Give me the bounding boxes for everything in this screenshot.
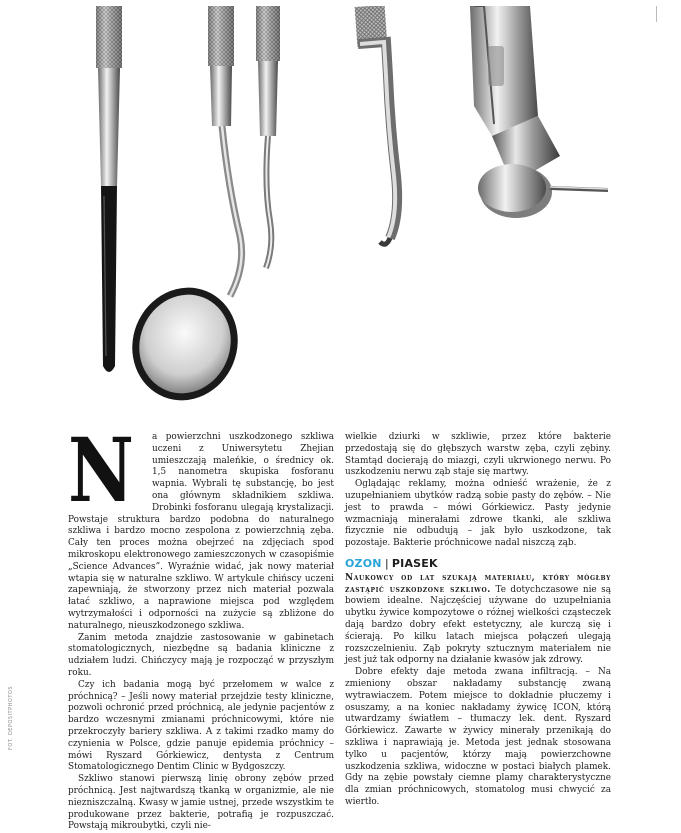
article-paragraph: Zanim metoda znajdzie zastosowanie w gabinetach stomatologicznych, niezbędne są badania kliniczne z udziałem ludzi. Chińczycy mają je rozpocząć w przyszłym roku.: [68, 632, 334, 678]
dental-explorer-icon: [256, 6, 280, 268]
article-paragraph: a powierzchni uszkodzonego szkliwa uczeni z Uniwersytetu Zhejian umieszczają maleńkie, o średnicy ok. 1,5 nanometra skupiska fosforanu wapnia. Wybrali tę substancję, bo jest ona głównym składnikiem szkliwa. Drobinki fosforanu ulegają krystalizacji. Powstaje struktura bardzo podobna do naturalnego szkliwa i bardzo mocno zespolona z powierzchnią zęba. Cały ten proces można obejrzeć na zdjęciach spod mikroskopu elektronowego zamieszczonych w czasopiśmie „Science Advances”. Wyraźnie widać, jak nowy materiał wtapia się w naturalne szkliwo. W artykule chińscy uczeni zapewniają, że stworzony przez nich materiał pozwala łatać szkliwo, a naprawione miejsca pod względem wytrzymałości i odporności na zużycie są zbliżone do naturalnego, nieuszkodzonego szkliwa.: [68, 432, 334, 631]
article-paragraph: wielkie dziurki w szkliwie, przez które bakterie przedostają się do głębszych warstw zęba, czyli zębiny. Stamtąd docierają do miazgi, czyli ukrwionego nerwu. Po uszkodzeniu nerwu ząb staje się martwy.: [345, 432, 611, 478]
article-column-left: [68, 418, 334, 833]
dental-handpiece-icon: [470, 6, 608, 218]
dental-tools-photo: [60, 6, 672, 418]
section-lead-smallcaps: Naukowcy od lat szukają materiału, który mógłby zastąpić uszkodzone szkliwo.: [345, 572, 611, 595]
article-paragraph: Szkliwo stanowi pierwszą linię obrony zębów przed próchnicą. Jest najtwardszą tkanką w organizmie, ale nie niezniszczalną. Kwasy w jamie ustnej, przede wszystkim te produkowane przez bakterie, potrafią je rozpuszczać. Powstają mikroubytki, czyli nie-: [68, 774, 334, 832]
photo-credit: FOT. DEPOSITPHOTOS: [8, 686, 14, 750]
section-heading-accent: OZON: [345, 556, 382, 570]
section-heading-rest: PIASEK: [391, 556, 438, 570]
section-heading-separator: |: [384, 556, 389, 570]
dental-curette-icon: [355, 6, 398, 244]
article-column-right: [345, 432, 611, 809]
article-paragraph: Dobre efekty daje metoda zwana infiltracją. – Na zmieniony obszar nakładamy substancję zwaną wytrawiaczem. Potem miejsce to dokładnie płuczemy i osuszamy, a na koniec nakładamy żywicę ICON, którą utwardzamy światłem – tłumaczy lek. dent. Ryszard Górkiewicz. Zawarte w żywicy minerały przenikają do szkliwa i naprawiają je. Metoda jest jednak stosowana tylko u pacjentów, którzy mają powierzchowne uszkodzenia szkliwa, widoczne w postaci białych plamek. Gdy na zębie powstały ciemne plamy charakterystyczne dla zmian próchnicowych, stomatolog musi chwycić za wiertło.: [345, 667, 611, 807]
drop-cap: N: [68, 418, 134, 522]
section-heading: [345, 558, 611, 570]
section-lead-rest: Te dotychczasowe nie są bowiem idealne. Najczęściej używane do uzupełniania ubytku żywice kompozytowe o różnej wielkości cząsteczek dają bardzo dobry efekt estetyczny, ale kurczą się i ścierają. Po kilku latach miejsca połączeń ulegają rozszczelnieniu. Ząb pokryty sztucznym materiałem nie jest już tak odporny na działanie kwasów jak zdrowy.: [345, 584, 611, 666]
dental-probe-icon: [96, 6, 122, 372]
article-paragraph: Oglądając reklamy, można odnieść wrażenie, że z uzupełnianiem ubytków radzą sobie pasty do zębów. – Nie jest to prawda – mówi Górkiewicz. Pasty jedynie wzmacniają minerałami zdrowe tkanki, ale szkliwa fizycznie nie odbudują – jak było uszkodzone, tak pozostaje. Bakterie próchnicowe nadal niszczą ząb.: [345, 479, 611, 549]
dental-mirror-icon: [115, 6, 254, 416]
dental-tools-illustration: [60, 6, 672, 418]
article-paragraph: Czy ich badania mogą być przełomem w walce z próchnicą? – Jeśli nowy materiał przejdzie testy kliniczne, pozwoli ochronić przed próchnicą, ale jedynie pacjentów z bardzo wczesnymi zmianami próchnicowymi, które nie przekroczyły bariery szkliwa. A z takimi rzadko mamy do czynienia w Polsce, gdzie panuje epidemia próchnicy – mówi Ryszard Górkiewicz, dentysta z Centrum Stomatologicznego Dentim Clinic w Bydgoszczy.: [68, 679, 334, 773]
section-lead-paragraph: [345, 573, 611, 667]
